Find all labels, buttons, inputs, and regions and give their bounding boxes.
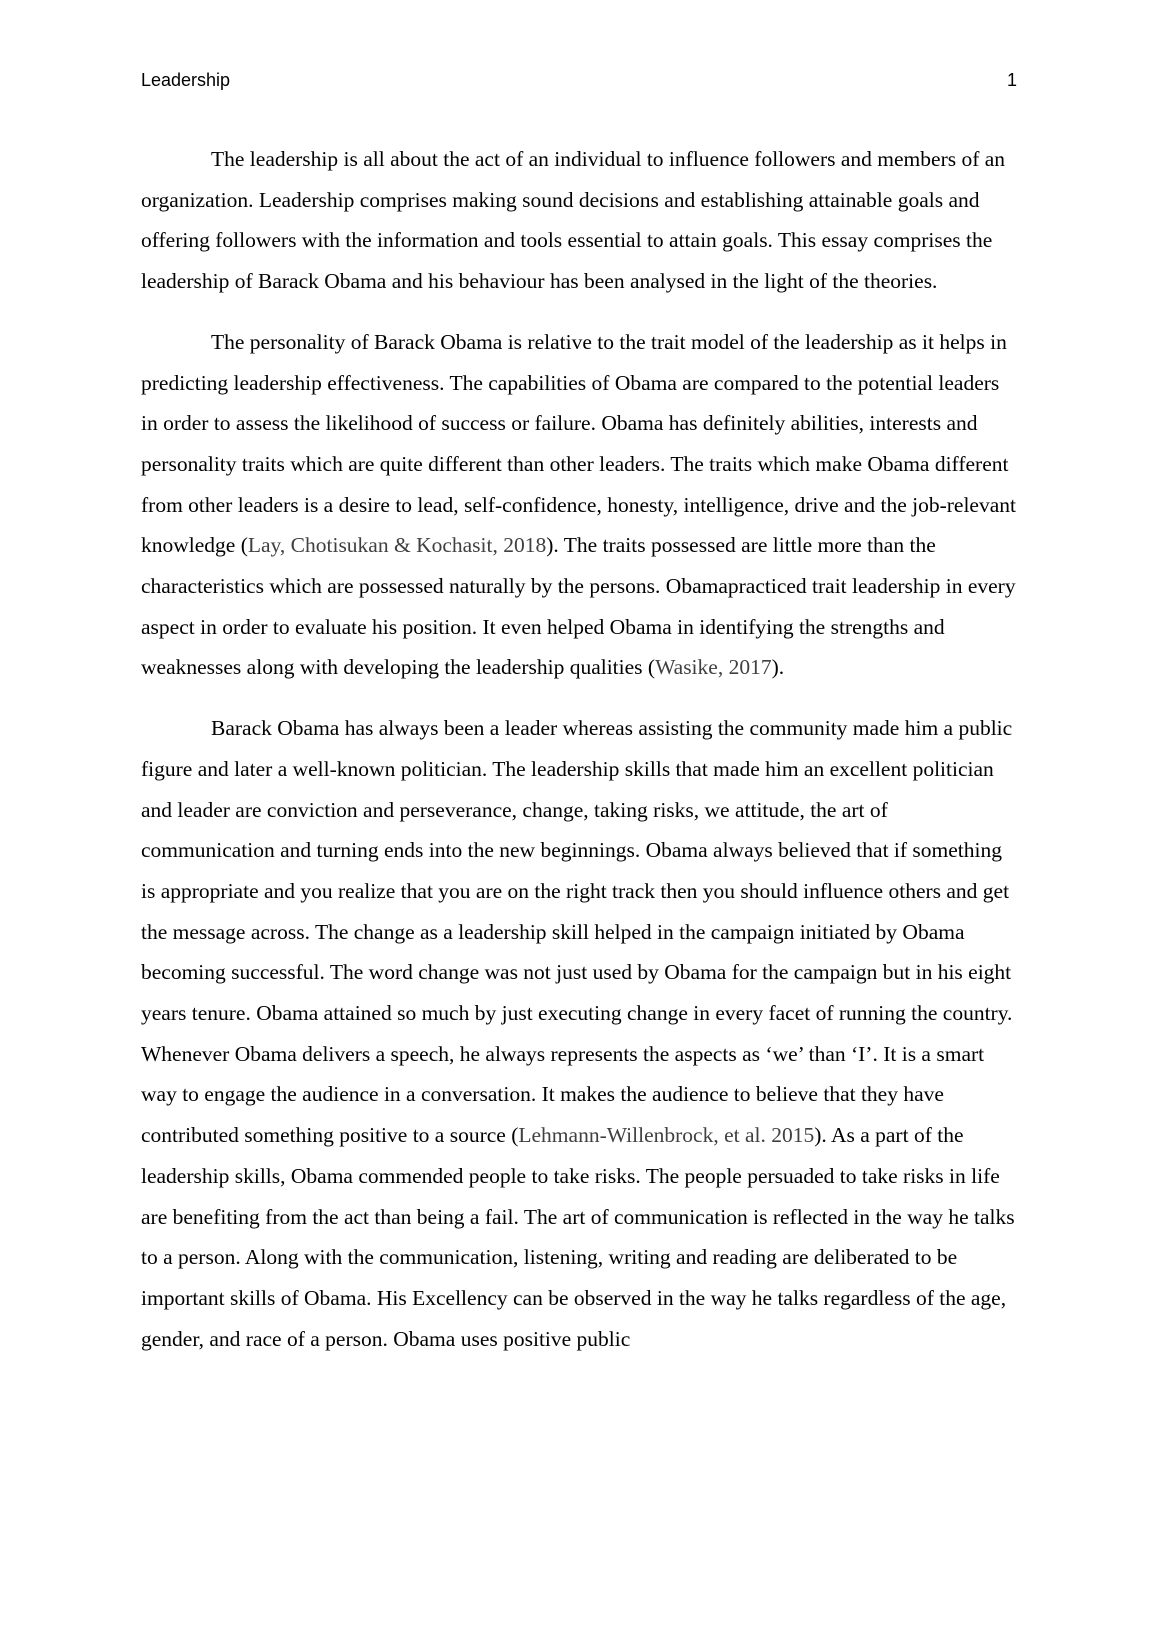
document-body [141,139,1021,1379]
page-header [141,70,1017,94]
paragraph-text: The personality of Barack Obama is relative to the trait model of the leadership as it helps in predicting leadership effectiveness. The capabilities of Obama are compared to the potential leaders in order to assess the likelihood of success or failure. Obama has definitely abilities, interests and personality traits which are quite different than other leaders. The traits which make Obama different from other leaders is a desire to lead, self-confidence, honesty, intelligence, drive and the job-relevant knowledge ( [141,329,1016,558]
paragraph-intro [141,139,1021,302]
citation-lay-2018: Lay, Chotisukan & Kochasit, 2018 [247,533,547,558]
paragraph-text: The leadership is all about the act of an individual to influence followers and members of an organization. Leadership comprises making sound decisions and establishing attainable goals and offering followers with the information and tools essential to attain goals. This essay comprises the leadership of Barack Obama and his behaviour has been analysed in the light of the theories. [141,147,1006,294]
paragraph-text: Barack Obama has always been a leader whereas assisting the community made him a public figure and later a well-known politician. The leadership skills that made him an excellent politician and leader are conviction and perseverance, change, taking risks, we attitude, the art of communication and turning ends into the new beginnings. Obama always believed that if something is appropriate and you realize that you are on the right track then you should influence others and get the message across. The change as a leadership skill helped in the campaign initiated by Obama becoming successful. The word change was not just used by Obama for the campaign but in his eight years tenure. Obama attained so much by just executing change in every facet of running the country. Whenever Obama delivers a speech, he always represents the aspects as ‘we’ than ‘I’. It is a smart way to engage the audience in a conversation. It makes the audience to believe that they have contributed something positive to a source ( [141,716,1013,1148]
citation-lehmann-2015: Lehmann-Willenbrock, et al. 2015 [518,1123,815,1148]
page-number: 1 [1006,70,1017,90]
paragraph-trait-model [141,322,1021,688]
paragraph-text: ). [771,655,785,680]
citation-wasike-2017: Wasike, 2017 [655,655,772,680]
paragraph-text: ). As a part of the leadership skills, Obama commended people to take risks. The people persuaded to take risks in life are benefiting from the act than being a fail. The art of communication is reflected in the way he talks to a person. Along with the communication, listening, writing and reading are deliberated to be important skills of Obama. His Excellency can be observed in the way he talks regardless of the age, gender, and race of a person. Obama uses positive public [141,1123,1015,1351]
paragraph-text: ). The traits possessed are little more than the characteristics which are possessed naturally by the persons. Obamapracticed trait leadership in every aspect in order to evaluate his position. It even helped Obama in identifying the strengths and weaknesses along with developing the leadership qualities ( [141,533,1016,680]
running-head-title: Leadership [141,70,231,90]
paragraph-leadership-skills [141,708,1021,1359]
